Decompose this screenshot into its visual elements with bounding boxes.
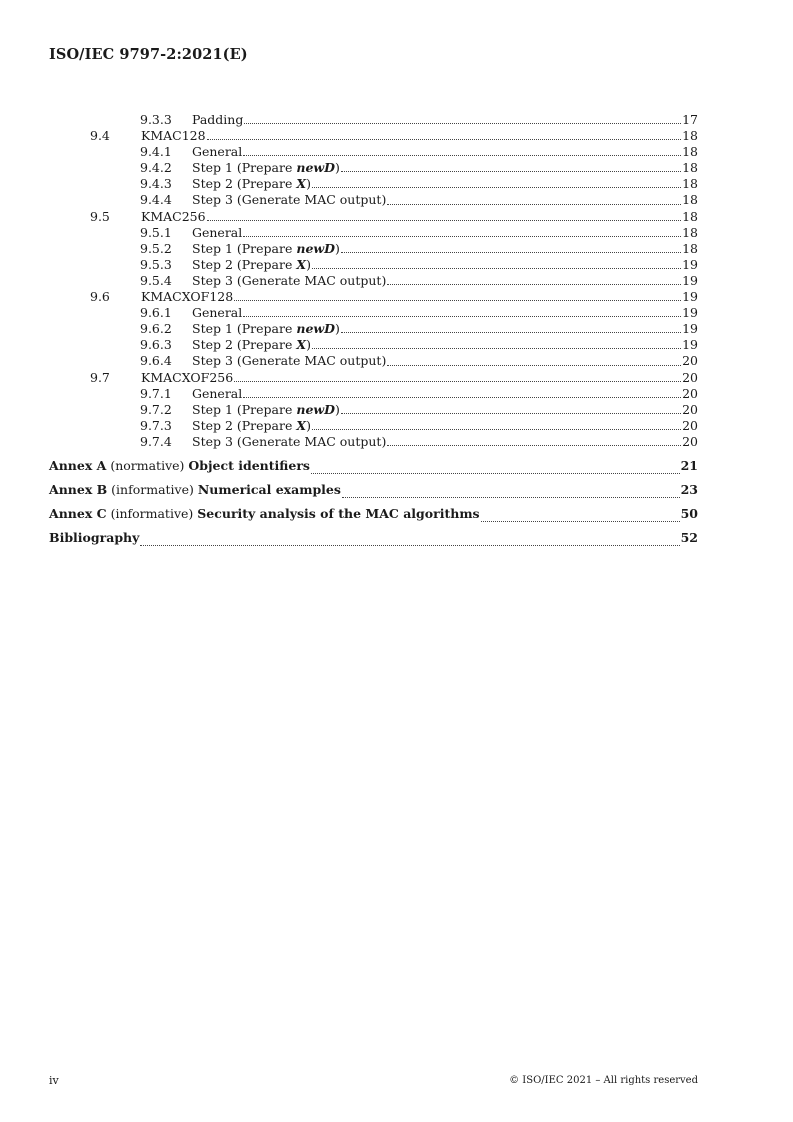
toc-entry-9-3-3[interactable] [49,112,698,128]
toc-entry-number: 9.6.4 [140,353,172,369]
toc-entry-9-5[interactable] [49,209,698,225]
footer-page-number: iv [49,1074,59,1087]
toc-entry-number: 9.5 [90,208,110,224]
toc-entry-page: 20 [682,369,698,385]
toc-leader-dots [234,300,681,301]
toc-entry-page: 20 [682,401,698,417]
toc-entry-9-7[interactable] [49,370,698,386]
toc-entry-page: 18 [682,224,698,240]
toc-entry-9-5-4[interactable] [49,273,698,289]
toc-entry-9-7-2[interactable] [49,402,698,418]
toc-entry-title: KMAC256 [141,208,206,224]
toc-entry-number: 9.4 [90,128,110,144]
toc-entry-page: 18 [682,160,698,176]
toc-entry-title: Annex B (informative) Numerical examples [49,481,341,497]
toc-entry-number: 9.4.4 [140,192,172,208]
toc-entry-title: Step 2 (Prepare X) [192,176,311,192]
toc-entry-page: 19 [682,289,698,305]
toc-leader-dots [311,473,680,474]
toc-entry-9-5-2[interactable] [49,241,698,257]
toc-entry-title: Bibliography [49,529,140,545]
toc-entry-title: Step 3 (Generate MAC output) [192,433,387,449]
toc-leader-dots [387,445,681,446]
toc-entry-title: General [192,144,243,160]
toc-entry-page: 18 [682,128,698,144]
toc-annex-entries [49,454,698,526]
toc-entry-9-4-2[interactable] [49,160,698,176]
toc-entry-title: KMACXOF128 [141,289,234,305]
toc-entry-9-6-1[interactable] [49,305,698,321]
toc-entry-9-7-1[interactable] [49,386,698,402]
toc-entry-9-7-3[interactable] [49,418,698,434]
toc-entry-number: 9.7.3 [140,417,172,433]
toc-entry-title: Step 3 (Generate MAC output) [192,192,387,208]
toc-entry-title: General [192,305,243,321]
table-of-contents [49,112,698,550]
toc-entry-number: 9.4.3 [140,176,172,192]
toc-entry-page: 20 [682,417,698,433]
toc-entry-page: 19 [682,256,698,272]
toc-entry-title: Annex A (normative) Object identifiers [49,457,310,473]
toc-leader-dots [234,381,681,382]
toc-entry-annex-a[interactable] [49,454,698,478]
toc-entry-title: General [192,224,243,240]
toc-entry-title: Step 1 (Prepare newD) [192,160,340,176]
toc-leader-dots [481,521,680,522]
toc-entry-page: 18 [682,240,698,256]
toc-entry-page: 17 [682,112,698,127]
toc-entry-number: 9.6 [90,289,110,305]
toc-entry-title: General [192,385,243,401]
toc-leader-dots [341,413,681,414]
toc-entry-title: Step 3 (Generate MAC output) [192,272,387,288]
toc-entry-title: Step 1 (Prepare newD) [192,240,340,256]
toc-entry-page: 18 [682,192,698,208]
toc-entry-page: 52 [680,529,698,545]
toc-leader-dots [243,316,681,317]
toc-leader-dots [244,123,681,124]
toc-entry-page: 19 [682,305,698,321]
toc-entry-title: Step 1 (Prepare newD) [192,321,340,337]
toc-entry-title: Step 2 (Prepare X) [192,256,311,272]
toc-entry-title: Padding [192,112,244,127]
footer-copyright: © ISO/IEC 2021 – All rights reserved [509,1075,698,1086]
toc-entry-number: 9.4.1 [140,144,172,160]
toc-leader-dots [387,284,681,285]
toc-entry-number: 9.5.4 [140,272,172,288]
toc-entry-number: 9.5.3 [140,256,172,272]
toc-entry-page: 18 [682,144,698,160]
toc-entry-annex-b[interactable] [49,478,698,502]
toc-entry-page: 50 [680,505,698,521]
toc-entry-9-4-4[interactable] [49,192,698,208]
toc-entry-number: 9.4.2 [140,160,172,176]
toc-leader-dots [140,545,679,546]
toc-entry-number: 9.7 [90,369,110,385]
toc-entry-title: Annex C (informative) Security analysis of the MAC algorithms [49,505,480,521]
toc-entry-title: KMAC128 [141,128,206,144]
toc-leader-dots [312,268,681,269]
toc-entry-page: 18 [682,176,698,192]
toc-leader-dots [341,252,681,253]
toc-entry-9-5-1[interactable] [49,225,698,241]
toc-section-entries [49,112,698,450]
toc-leader-dots [243,236,681,237]
toc-entry-page: 18 [682,208,698,224]
toc-entry-9-6-3[interactable] [49,337,698,353]
toc-entry-annex-c[interactable] [49,502,698,526]
toc-leader-dots [312,187,681,188]
toc-entry-number: 9.5.2 [140,240,172,256]
toc-leader-dots [341,171,681,172]
toc-entry-page: 20 [682,385,698,401]
toc-leader-dots [387,204,681,205]
toc-entry-9-4[interactable] [49,128,698,144]
toc-entry-page: 23 [680,481,698,497]
toc-entry-page: 19 [682,272,698,288]
toc-entry-9-4-1[interactable] [49,144,698,160]
toc-entry-9-6[interactable] [49,289,698,305]
toc-entry-page: 20 [682,433,698,449]
toc-entry-page: 19 [682,337,698,353]
toc-entry-title: Step 2 (Prepare X) [192,337,311,353]
toc-entry-title: KMACXOF256 [141,369,234,385]
toc-leader-dots [243,397,681,398]
toc-entry-number: 9.6.1 [140,305,172,321]
toc-entry-9-5-3[interactable] [49,257,698,273]
toc-entry-number: 9.6.2 [140,321,172,337]
toc-leader-dots [207,139,681,140]
toc-leader-dots [342,497,680,498]
toc-entry-number: 9.7.2 [140,401,172,417]
toc-entry-9-6-4[interactable] [49,353,698,369]
toc-entry-title: Step 3 (Generate MAC output) [192,353,387,369]
toc-leader-dots [387,365,681,366]
toc-entry-number: 9.3.3 [140,112,172,127]
toc-leader-dots [243,155,681,156]
toc-entry-number: 9.6.3 [140,337,172,353]
toc-entry-9-7-4[interactable] [49,434,698,450]
toc-entry-page: 19 [682,321,698,337]
toc-leader-dots [207,220,681,221]
toc-leader-dots [341,332,681,333]
toc-entry-bibliography[interactable] [49,526,698,550]
toc-entry-page: 20 [682,353,698,369]
toc-entry-number: 9.5.1 [140,224,172,240]
document-header: ISO/IEC 9797-2:2021(E) [49,46,248,63]
toc-entry-9-4-3[interactable] [49,176,698,192]
toc-entry-page: 21 [680,457,698,473]
toc-leader-dots [312,348,681,349]
toc-entry-number: 9.7.4 [140,433,172,449]
toc-entry-9-6-2[interactable] [49,321,698,337]
toc-entry-number: 9.7.1 [140,385,172,401]
toc-entry-title: Step 2 (Prepare X) [192,417,311,433]
toc-entry-title: Step 1 (Prepare newD) [192,401,340,417]
toc-leader-dots [312,429,681,430]
